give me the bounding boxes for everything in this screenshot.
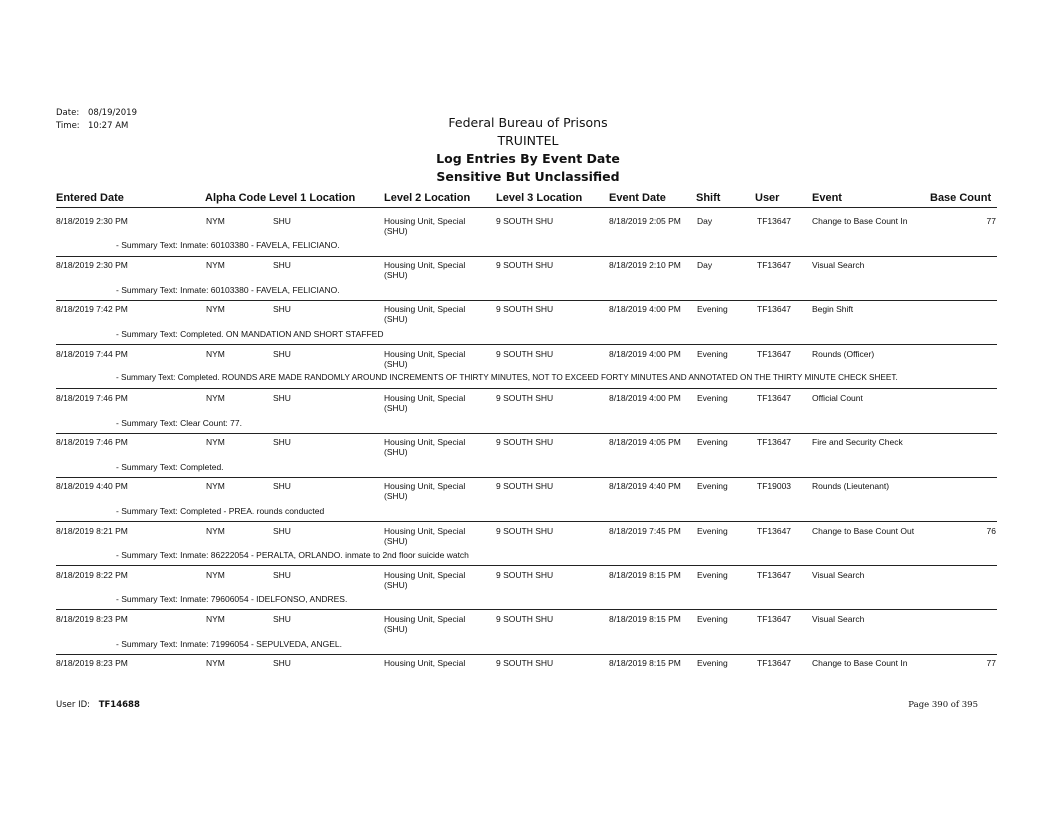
col-level2-location: Level 2 Location bbox=[384, 192, 471, 204]
cell-level2: Housing Unit, Special bbox=[384, 658, 466, 668]
col-user: User bbox=[755, 192, 780, 204]
row-divider bbox=[56, 521, 997, 522]
col-event: Event bbox=[812, 192, 842, 204]
cell-event-date: 8/18/2019 4:00 PM bbox=[609, 349, 681, 359]
cell-level3: 9 SOUTH SHU bbox=[496, 349, 554, 359]
cell-entered-date: 8/18/2019 7:42 PM bbox=[56, 304, 128, 314]
cell-alpha-code: NYM bbox=[206, 260, 225, 270]
cell-user: TF13647 bbox=[757, 526, 792, 536]
cell-base-count: 77 bbox=[986, 216, 996, 226]
cell-level1: SHU bbox=[273, 216, 291, 226]
cell-event-date: 8/18/2019 8:15 PM bbox=[609, 570, 681, 580]
cell-level1: SHU bbox=[273, 349, 291, 359]
time-label: Time: bbox=[56, 121, 80, 131]
row-divider bbox=[56, 300, 997, 301]
cell-shift: Evening bbox=[697, 304, 728, 314]
footer-user-value: TF14688 bbox=[98, 700, 140, 710]
cell-shift: Day bbox=[697, 216, 713, 226]
cell-event: Visual Search bbox=[812, 260, 865, 270]
cell-shift: Evening bbox=[697, 349, 728, 359]
cell-user: TF13647 bbox=[757, 437, 792, 447]
row-divider bbox=[56, 388, 997, 389]
cell-level3: 9 SOUTH SHU bbox=[496, 260, 554, 270]
report-title: Log Entries By Event Date bbox=[436, 151, 620, 166]
cell-user: TF13647 bbox=[757, 349, 792, 359]
cell-level1: SHU bbox=[273, 658, 291, 668]
cell-level3: 9 SOUTH SHU bbox=[496, 570, 554, 580]
cell-level2: Housing Unit, Special (SHU) bbox=[384, 216, 466, 236]
cell-alpha-code: NYM bbox=[206, 658, 225, 668]
cell-level1: SHU bbox=[273, 304, 291, 314]
cell-level3: 9 SOUTH SHU bbox=[496, 437, 554, 447]
cell-level2: Housing Unit, Special (SHU) bbox=[384, 349, 466, 369]
cell-level2: Housing Unit, Special (SHU) bbox=[384, 304, 466, 324]
cell-level2: Housing Unit, Special (SHU) bbox=[384, 481, 466, 501]
cell-event: Change to Base Count In bbox=[812, 216, 908, 226]
row-divider bbox=[56, 433, 997, 434]
row-divider bbox=[56, 609, 997, 610]
col-level3-location: Level 3 Location bbox=[496, 192, 583, 204]
cell-event-date: 8/18/2019 2:10 PM bbox=[609, 260, 681, 270]
cell-event-date: 8/18/2019 8:15 PM bbox=[609, 658, 681, 668]
cell-shift: Evening bbox=[697, 614, 728, 624]
cell-event-date: 8/18/2019 4:05 PM bbox=[609, 437, 681, 447]
cell-entered-date: 8/18/2019 8:22 PM bbox=[56, 570, 128, 580]
col-alpha-code: Alpha Code bbox=[205, 192, 267, 204]
summary-text: - Summary Text: Inmate: 71996054 - SEPULVEDA, ANGEL. bbox=[116, 639, 342, 649]
row-divider bbox=[56, 477, 997, 478]
cell-level1: SHU bbox=[273, 393, 291, 403]
summary-text: - Summary Text: Completed. ON MANDATION AND SHORT STAFFED bbox=[116, 329, 384, 339]
cell-shift: Day bbox=[697, 260, 713, 270]
cell-alpha-code: NYM bbox=[206, 216, 225, 226]
cell-shift: Evening bbox=[697, 437, 728, 447]
agency-title: Federal Bureau of Prisons bbox=[448, 115, 608, 130]
cell-event: Change to Base Count In bbox=[812, 658, 908, 668]
col-entered-date: Entered Date bbox=[56, 192, 124, 204]
cell-entered-date: 8/18/2019 8:23 PM bbox=[56, 658, 128, 668]
summary-text: - Summary Text: Completed - PREA. rounds conducted bbox=[116, 506, 325, 516]
cell-event-date: 8/18/2019 4:00 PM bbox=[609, 304, 681, 314]
cell-event: Visual Search bbox=[812, 614, 865, 624]
cell-level2: Housing Unit, Special (SHU) bbox=[384, 437, 466, 457]
cell-alpha-code: NYM bbox=[206, 304, 225, 314]
classification-title: Sensitive But Unclassified bbox=[436, 169, 620, 184]
col-event-date: Event Date bbox=[609, 192, 666, 204]
cell-entered-date: 8/18/2019 4:40 PM bbox=[56, 481, 128, 491]
cell-level2: Housing Unit, Special (SHU) bbox=[384, 260, 466, 280]
cell-alpha-code: NYM bbox=[206, 393, 225, 403]
cell-shift: Evening bbox=[697, 526, 728, 536]
cell-level2: Housing Unit, Special (SHU) bbox=[384, 614, 466, 634]
cell-event: Official Count bbox=[812, 393, 863, 403]
cell-event: Rounds (Lieutenant) bbox=[812, 481, 890, 491]
summary-text: - Summary Text: Inmate: 79606054 - IDELFONSO, ANDRES. bbox=[116, 594, 348, 604]
row-divider bbox=[56, 565, 997, 566]
cell-shift: Evening bbox=[697, 393, 728, 403]
cell-level3: 9 SOUTH SHU bbox=[496, 393, 554, 403]
cell-level3: 9 SOUTH SHU bbox=[496, 614, 554, 624]
cell-event: Change to Base Count Out bbox=[812, 526, 915, 536]
row-divider bbox=[56, 256, 997, 257]
summary-text: - Summary Text: Completed. bbox=[116, 462, 224, 472]
cell-alpha-code: NYM bbox=[206, 570, 225, 580]
cell-user: TF13647 bbox=[757, 260, 792, 270]
cell-entered-date: 8/18/2019 7:46 PM bbox=[56, 393, 128, 403]
cell-base-count: 77 bbox=[986, 658, 996, 668]
cell-level1: SHU bbox=[273, 437, 291, 447]
cell-alpha-code: NYM bbox=[206, 481, 225, 491]
cell-level2: Housing Unit, Special (SHU) bbox=[384, 570, 466, 590]
summary-text: - Summary Text: Inmate: 86222054 - PERALTA, ORLANDO. inmate to 2nd floor suicide watch bbox=[116, 550, 469, 560]
system-title: TRUINTEL bbox=[497, 133, 559, 148]
cell-user: TF19003 bbox=[757, 481, 792, 491]
cell-event: Begin Shift bbox=[812, 304, 854, 314]
cell-alpha-code: NYM bbox=[206, 437, 225, 447]
cell-event-date: 8/18/2019 7:45 PM bbox=[609, 526, 681, 536]
cell-level1: SHU bbox=[273, 260, 291, 270]
col-base-count: Base Count bbox=[930, 192, 992, 204]
cell-shift: Evening bbox=[697, 570, 728, 580]
cell-level3: 9 SOUTH SHU bbox=[496, 216, 554, 226]
cell-shift: Evening bbox=[697, 481, 728, 491]
cell-user: TF13647 bbox=[757, 216, 792, 226]
header-rule bbox=[56, 207, 997, 208]
footer-user-id bbox=[56, 700, 140, 710]
summary-text: - Summary Text: Completed. ROUNDS ARE MADE RANDOMLY AROUND INCREMENTS OF THIRTY MINUTES, NOT TO EXCEED FORTY MINUTES AND ANNOTATED ON THE THIRTY MINUTE CHECK SHEET. bbox=[116, 373, 898, 382]
cell-level3: 9 SOUTH SHU bbox=[496, 304, 554, 314]
cell-event: Fire and Security Check bbox=[812, 437, 903, 447]
cell-event-date: 8/18/2019 2:05 PM bbox=[609, 216, 681, 226]
col-level1-location: Level 1 Location bbox=[269, 192, 356, 204]
footer-user-label: User ID: bbox=[56, 700, 90, 710]
cell-level3: 9 SOUTH SHU bbox=[496, 481, 554, 491]
cell-entered-date: 8/18/2019 2:30 PM bbox=[56, 260, 128, 270]
cell-level2: Housing Unit, Special (SHU) bbox=[384, 526, 466, 546]
cell-event: Rounds (Officer) bbox=[812, 349, 875, 359]
row-divider bbox=[56, 344, 997, 345]
cell-level2: Housing Unit, Special (SHU) bbox=[384, 393, 466, 413]
cell-user: TF13647 bbox=[757, 658, 792, 668]
cell-user: TF13647 bbox=[757, 614, 792, 624]
cell-entered-date: 8/18/2019 8:23 PM bbox=[56, 614, 128, 624]
cell-event-date: 8/18/2019 4:40 PM bbox=[609, 481, 681, 491]
col-shift: Shift bbox=[696, 192, 721, 204]
summary-text: - Summary Text: Clear Count: 77. bbox=[116, 418, 242, 428]
cell-entered-date: 8/18/2019 7:44 PM bbox=[56, 349, 128, 359]
summary-text: - Summary Text: Inmate: 60103380 - FAVELA, FELICIANO. bbox=[116, 240, 340, 250]
page-number: Page 390 of 395 bbox=[908, 700, 978, 710]
cell-alpha-code: NYM bbox=[206, 349, 225, 359]
cell-level3: 9 SOUTH SHU bbox=[496, 658, 554, 668]
cell-entered-date: 8/18/2019 8:21 PM bbox=[56, 526, 128, 536]
summary-text: - Summary Text: Inmate: 60103380 - FAVELA, FELICIANO. bbox=[116, 285, 340, 295]
row-divider bbox=[56, 654, 997, 655]
cell-user: TF13647 bbox=[757, 570, 792, 580]
cell-alpha-code: NYM bbox=[206, 614, 225, 624]
cell-entered-date: 8/18/2019 2:30 PM bbox=[56, 216, 128, 226]
cell-level3: 9 SOUTH SHU bbox=[496, 526, 554, 536]
cell-level1: SHU bbox=[273, 614, 291, 624]
cell-event-date: 8/18/2019 8:15 PM bbox=[609, 614, 681, 624]
cell-event-date: 8/18/2019 4:00 PM bbox=[609, 393, 681, 403]
cell-user: TF13647 bbox=[757, 393, 792, 403]
cell-level1: SHU bbox=[273, 481, 291, 491]
cell-alpha-code: NYM bbox=[206, 526, 225, 536]
date-value: 08/19/2019 bbox=[88, 108, 137, 118]
cell-base-count: 76 bbox=[986, 526, 996, 536]
cell-user: TF13647 bbox=[757, 304, 792, 314]
time-value: 10:27 AM bbox=[88, 121, 129, 131]
cell-shift: Evening bbox=[697, 658, 728, 668]
cell-event: Visual Search bbox=[812, 570, 865, 580]
date-label: Date: bbox=[56, 108, 80, 118]
cell-level1: SHU bbox=[273, 526, 291, 536]
cell-level1: SHU bbox=[273, 570, 291, 580]
cell-entered-date: 8/18/2019 7:46 PM bbox=[56, 437, 128, 447]
